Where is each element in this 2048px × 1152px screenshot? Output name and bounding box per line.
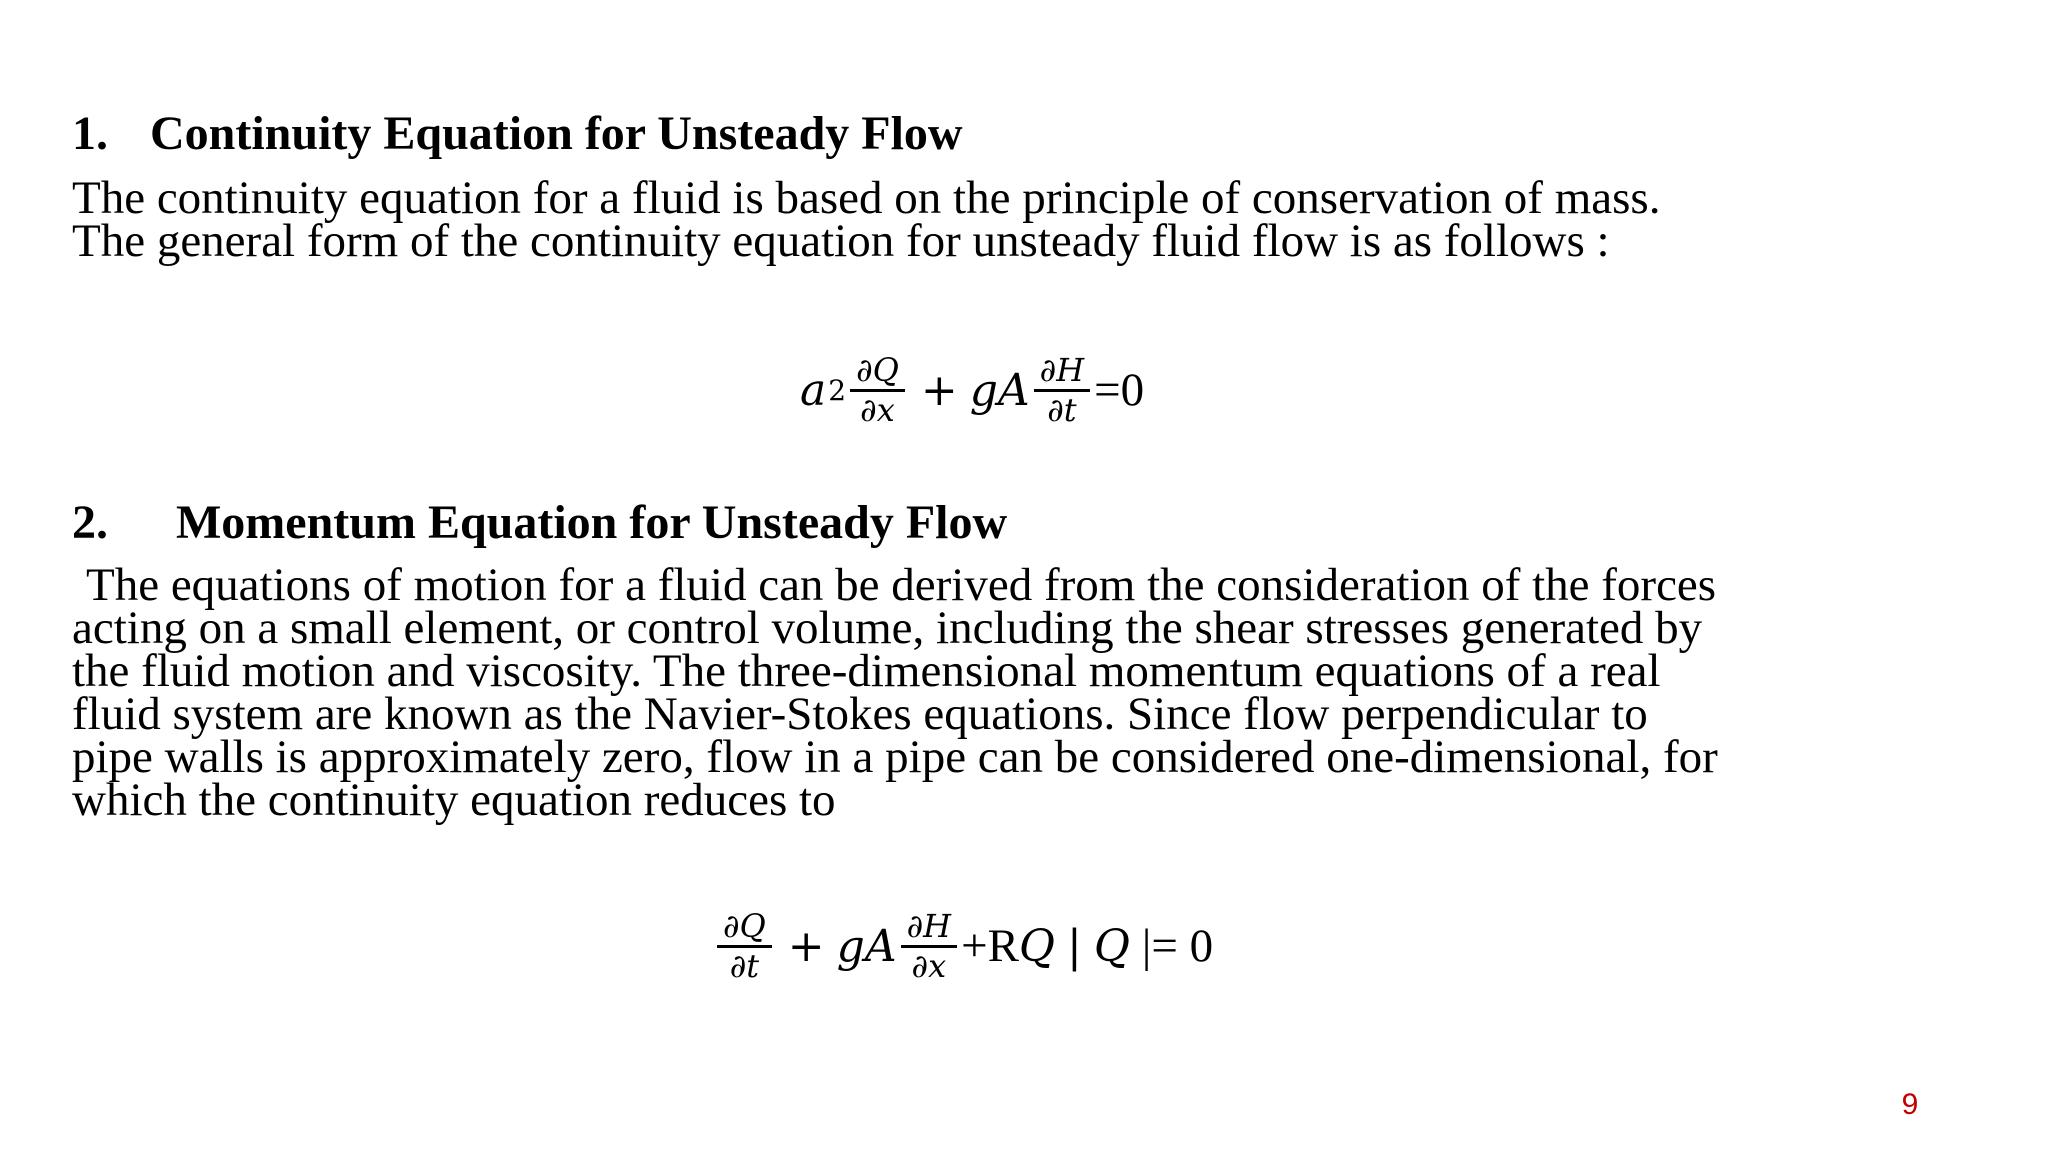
paragraph-line: acting on a small element, or control volume, including the shear stresses generated by xyxy=(72,602,1703,654)
section-2-number: 2. xyxy=(72,496,108,549)
momentum-equation xyxy=(713,896,1213,996)
paragraph-line: pipe walls is approximately zero, flow in a pipe can be considered one-dimensional, for xyxy=(72,731,1718,783)
fraction-dq-dt xyxy=(717,908,772,985)
flow-symbol: Q xyxy=(1093,920,1130,972)
page-number: 9 xyxy=(1901,1088,1919,1121)
plus-operator: + xyxy=(920,364,958,416)
abs-bar-equals-zero: |= 0 xyxy=(1141,920,1214,972)
fraction-dq-dx xyxy=(850,352,905,429)
gravity-area-term: gA xyxy=(836,920,897,972)
continuity-equation xyxy=(800,340,1144,440)
fraction-denominator: ∂x xyxy=(860,390,895,429)
wave-speed-symbol: a xyxy=(800,364,827,416)
fraction-dh-dt xyxy=(1034,352,1090,429)
section-2-title: Momentum Equation for Unsteady Flow xyxy=(176,496,1008,549)
fraction-numerator: ∂H xyxy=(1034,352,1090,392)
flow-symbol: Q xyxy=(1018,920,1055,972)
gravity-area-term: gA xyxy=(969,364,1030,416)
paragraph-line: which the continuity equation reduces to xyxy=(72,774,836,826)
section-1-heading xyxy=(72,107,963,160)
fraction-denominator: ∂t xyxy=(1047,390,1077,429)
fraction-denominator: ∂t xyxy=(729,946,760,985)
paragraph-line: The general form of the continuity equation for unsteady fluid flow is as follows : xyxy=(72,215,1610,267)
fraction-numerator: ∂Q xyxy=(717,908,772,948)
fraction-dh-dx xyxy=(901,908,957,985)
section-1-number: 1. xyxy=(72,107,108,160)
paragraph-line: fluid system are known as the Navier-Stokes equations. Since flow perpendicular to xyxy=(72,688,1648,740)
section-2-heading xyxy=(72,496,1008,549)
plus-operator: + xyxy=(787,920,825,972)
section-1-title: Continuity Equation for Unsteady Flow xyxy=(150,107,963,160)
paragraph-line: The equations of motion for a fluid can be derived from the consideration of the forces xyxy=(86,559,1717,611)
paragraph-line: The continuity equation for a fluid is based on the principle of conservation of mass. xyxy=(72,172,1661,224)
fraction-denominator: ∂x xyxy=(911,946,947,985)
abs-bar-left: | xyxy=(1067,920,1082,972)
equals-zero: =0 xyxy=(1094,364,1145,416)
fraction-numerator: ∂Q xyxy=(850,352,905,392)
plus-resistance: +R xyxy=(961,920,1019,972)
paragraph-line: the fluid motion and viscosity. The three-dimensional momentum equations of a real xyxy=(72,645,1661,697)
fraction-numerator: ∂H xyxy=(901,908,957,948)
section-1-paragraph xyxy=(72,172,1992,267)
exponent: 2 xyxy=(828,373,847,407)
section-2-paragraph xyxy=(72,559,1992,826)
